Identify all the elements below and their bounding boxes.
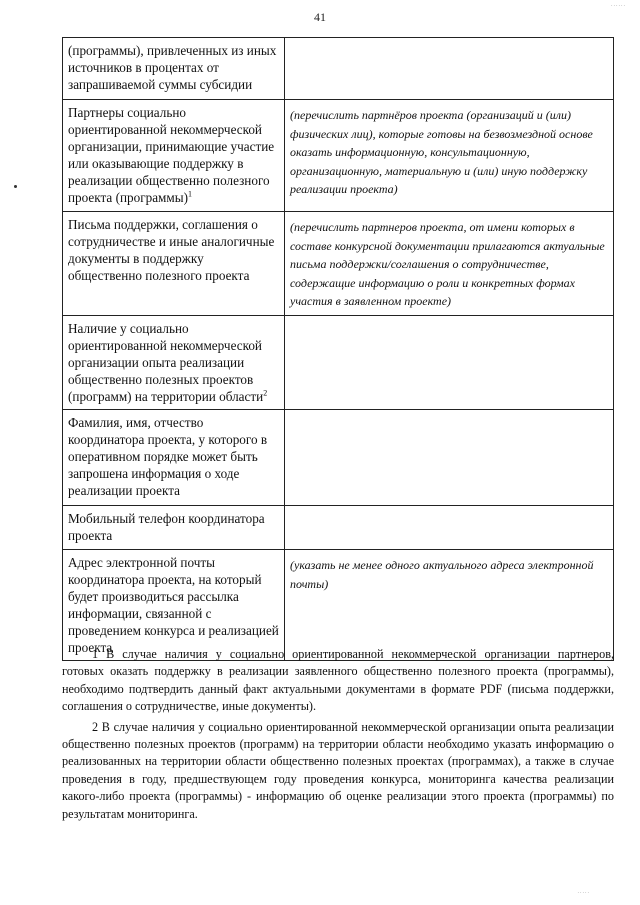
row-label bbox=[63, 38, 285, 100]
row-label-text: Адрес электронной почты координатора проекта, на который будет производиться рассылка информации, связанной с проведением конкурса и реализацией проекта bbox=[68, 554, 279, 655]
footnotes bbox=[62, 646, 614, 826]
row-label bbox=[63, 212, 285, 316]
scan-corner-mark-top: ...... bbox=[611, 2, 626, 8]
table-row-funding-share bbox=[63, 38, 614, 100]
row-label bbox=[63, 409, 285, 505]
row-value bbox=[285, 505, 614, 549]
row-value-text: (перечислить партнеров проекта, от имени которых в составе конкурсной документации прилагаются актуальные письма поддержки/соглашения о сотрудничестве, содержащие информацию о роли и конкретных формах участия в заявленном проекте) bbox=[290, 220, 605, 309]
table-row-coordinator-name bbox=[63, 409, 614, 505]
footnote-1: 1 В случае наличия у социально ориентированной некоммерческой организации партнеров, готовых оказать поддержку в реализации заявленного общественно полезного проекта (программы), необходимо подтвердить данный факт актуальными документами в формате PDF (письма поддержки, соглашения о сотрудничестве, иные документы). bbox=[62, 647, 614, 714]
row-value bbox=[285, 100, 614, 212]
footnote-marker: 1 bbox=[188, 189, 193, 199]
application-form-table bbox=[62, 37, 614, 661]
row-label bbox=[63, 505, 285, 549]
scan-corner-mark-bottom: ..... bbox=[577, 889, 590, 895]
table-row-partners bbox=[63, 100, 614, 212]
row-label-text: Мобильный телефон координатора проекта bbox=[68, 510, 265, 543]
table-row-coordinator-email bbox=[63, 549, 614, 660]
row-value bbox=[285, 409, 614, 505]
table-row-experience bbox=[63, 315, 614, 409]
row-value bbox=[285, 549, 614, 660]
row-label-text: Наличие у социально ориентированной некоммерческой организации опыта реализации общественно полезных проектов (программ) на территории области bbox=[68, 320, 264, 404]
row-value-text: (указать не менее одного актуального адреса электронной почты) bbox=[290, 557, 594, 591]
row-label-text: Фамилия, имя, отчество координатора проекта, у которого в оперативном порядке может быть запрошена информация о ходе реализации проекта bbox=[68, 414, 268, 498]
row-value bbox=[285, 38, 614, 100]
row-label bbox=[63, 549, 285, 660]
table-row-support-letters bbox=[63, 212, 614, 316]
row-value bbox=[285, 315, 614, 409]
row-label bbox=[63, 315, 285, 409]
row-value-text: (перечислить партнёров проекта (организаций и (или) физических лиц), которые готовы на безвозмездной основе оказать информационную, консультационную, организационную, материальную и (или) иную поддержку реализации проекта) bbox=[290, 108, 593, 197]
table-row-coordinator-phone bbox=[63, 505, 614, 549]
row-label-text: Партнеры социально ориентированной некоммерческой организации, принимающие участие или оказывающие поддержку в реализации общественно полезного проекта (программы) bbox=[68, 105, 275, 205]
row-value bbox=[285, 212, 614, 316]
footnote-2: 2 В случае наличия у социально ориентированной некоммерческой организации опыта реализации общественно полезных проектов (программ) на территории области необходимо указать информацию о реализованных на территории области общественно полезных проектах (программах), а также в случае проведения в году, предшествующем году проведения конкурса, мониторинга качества реализации какого-либо проекта (программы) - информацию об оценке реализации этого проекта (программы) по результатам мониторинга. bbox=[62, 719, 614, 821]
page-number: 41 bbox=[314, 10, 326, 24]
row-label-text: (программы), привлеченных из иных источников в процентах от запрашиваемой суммы субсидии bbox=[68, 43, 277, 92]
footnote-marker: 2 bbox=[263, 388, 268, 398]
margin-scan-dot bbox=[14, 185, 17, 188]
row-label bbox=[63, 100, 285, 212]
row-label-text: Письма поддержки, соглашения о сотрудничестве и иные аналогичные документы в поддержку общественно полезного проекта bbox=[68, 217, 275, 283]
